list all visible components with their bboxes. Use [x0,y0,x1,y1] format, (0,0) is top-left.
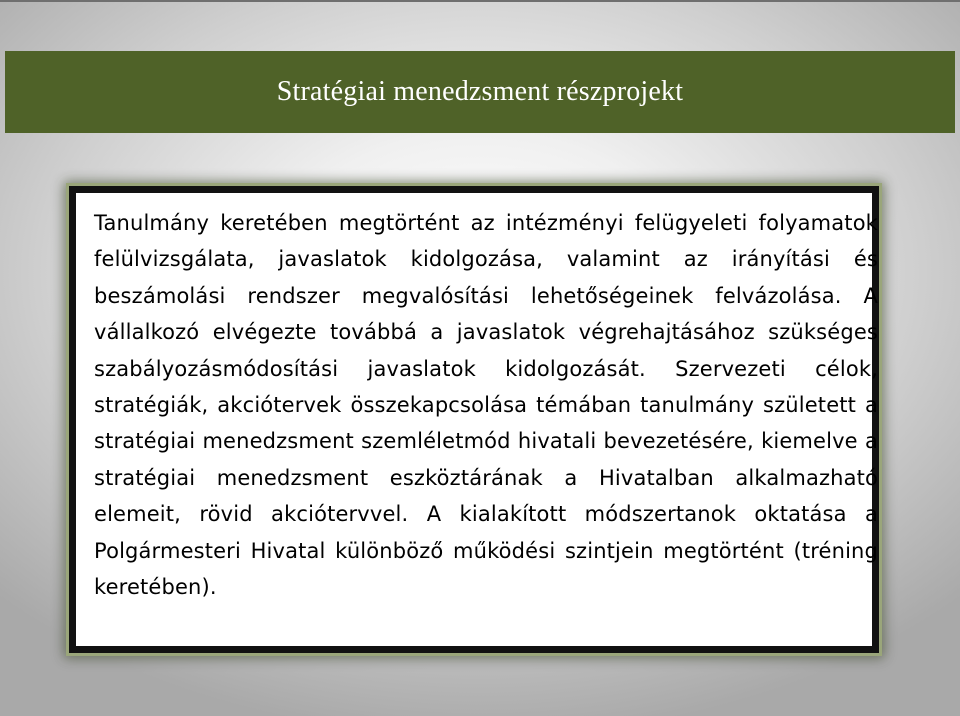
slide-title: Stratégiai menedzsment részprojekt [276,76,684,107]
content-card [69,186,879,653]
body-paragraph: Tanulmány keretében megtörtént az intézményi felügyeleti folyamatok felülvizsgálata, javaslatok kidolgozása, valamint az irányítási és beszámolási rendszer megvalósítási lehetőségeinek felvázolása. A vállalkozó elvégezte továbbá a javaslatok végrehajtásához szükséges szabályozásmódosítási javaslatok kidolgozását. Szervezeti célok, stratégiák, akciótervek összekapcsolása témában tanulmány született a stratégiai menedzsment szemléletmód hivatali bevezetésére, kiemelve a stratégiai menedzsment eszköztárának a Hivatalban alkalmazható elemeit, rövid akciótervvel. A kialakított módszertanok oktatása a Polgármesteri Hivatal különböző működési szintjein megtörtént (tréning keretében). [94,211,878,600]
title-bar [5,51,955,133]
top-rule [0,0,960,2]
